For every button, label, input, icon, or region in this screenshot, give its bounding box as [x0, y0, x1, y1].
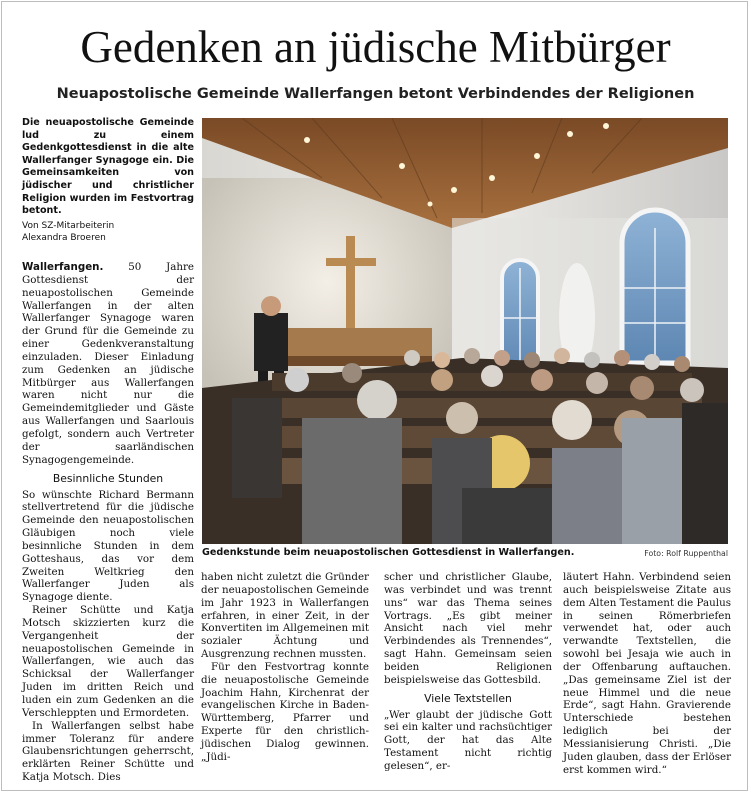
- synagogue-interior-photo: [202, 118, 728, 544]
- column-1: [22, 261, 194, 784]
- body-paragraph: Reiner Schütte und Katja Motsch skizzierten kurz die Vergangenheit der neuapostolischen Gemeinde in Wallerfangen, wie auch das Schicksal der Wallerfanger Juden im dritten Reich und luden ein zum Gedenken an die Verschleppten und Ermordeten.: [22, 604, 194, 719]
- byline: [22, 220, 194, 244]
- headline: Gedenken an jüdische Mitbürger: [80, 22, 671, 72]
- body-paragraph: So wünschte Richard Bermann stellvertretend für die jüdische Gemeinde den neuapostolischen Gläubigen noch viele besinnliche Stunden in dem Gotteshaus, das vor dem Zweiten Weltkrieg den Wallerfanger Juden als Synagoge diente.: [22, 488, 194, 604]
- column-4: [563, 571, 731, 777]
- body-paragraph: In Wallerfangen selbst habe immer Toleranz für andere Glaubensrichtungen geherrscht, erklärten Reiner Schütte und Katja Motsch. Dies: [22, 719, 194, 784]
- column-3: [384, 571, 552, 773]
- body-paragraph: Für den Festvortrag konnte die neuapostolische Gemeinde Joachim Hahn, Kirchenrat der evangelischen Kirche in Baden-Württemberg, Pfarrer und Experte für den christlich-jüdischen Dialog gewinnen. „Jüdi-: [201, 660, 369, 763]
- column-2: [201, 571, 369, 764]
- subheading-besinnliche-stunden: Besinnliche Stunden: [52, 471, 164, 485]
- body-paragraph: [22, 261, 194, 467]
- byline-author: Alexandra Broeren: [22, 233, 106, 243]
- body-paragraph: „Wer glaubt der jüdische Gott sei ein kalter und rachsüchtiger Gott, der hat das Alte Testament nicht richtig gelesen“, er-: [384, 708, 552, 772]
- byline-role: Von SZ-Mitarbeiterin: [22, 221, 115, 231]
- subheading-viele-textstellen: Viele Textstellen: [424, 691, 512, 705]
- article-photo: [202, 118, 728, 544]
- photo-credit: Foto: Rolf Ruppenthal: [644, 549, 728, 558]
- photo-caption: Gedenkstunde beim neuapostolischen Gottesdienst in Wallerfangen.: [202, 547, 575, 558]
- body-paragraph: haben nicht zuletzt die Gründer der neuapostolischen Gemeinde im Jahr 1923 in Wallerfangen erfahren, in einer Zeit, in der Konvertiten im Allgemeinen mit sozialer Ächtung und Ausgrenzung rechnen mussten.: [201, 571, 369, 661]
- dateline: Wallerfangen.: [22, 261, 104, 273]
- lead-paragraph: Die neuapostolische Gemeinde lud zu einem Gedenkgottesdienst in die alte Wallerfanger Synagoge ein. Die Gemeinsamkeiten von jüdischer und christlicher Religion wurden im Festvortrag betont.: [22, 117, 194, 217]
- body-paragraph: scher und christlicher Glaube, was verbindet und was trennt uns“ war das Thema seines Vortrags. „Es gibt meiner Ansicht nach viel mehr Verbindendes als Trennendes“, sagt Hahn. Gemeinsam seien beiden Religionen beispielsweise das Gottesbild.: [384, 571, 552, 686]
- paragraph-text: 50 Jahre Gottesdienst der neuapostolischen Gemeinde Wallerfangen in der alten Wallerfanger Synagoge waren der Grund für die Gemeinde zu einer Gedenkveranstaltung einzuladen. Dieser Einladung zum Gedenken an jüdische Mitbürger aus Wallerfangen waren nicht nur die Gemeindemitglieder und Gäste aus Wallerfangen und Saarlouis gefolgt, sondern auch Vertreter der saarländischen Synagogengemeinde.: [22, 261, 194, 466]
- subheadline: Neuapostolische Gemeinde Wallerfangen betont Verbindendes der Religionen: [56, 86, 695, 102]
- body-paragraph: läutert Hahn. Verbindend seien auch beispielsweise Zitate aus dem Alten Testament die Paulus in seinen Römerbriefen verwendet hat, oder auch verwandte Textstellen, die sowohl bei Jesaja wie auch in der Offenbarung auftauchen. „Das gemeinsame Ziel ist der neue Himmel und die neue Erde“, sagt Hahn. Gravierende Unterschiede bestehen lediglich bei der Messianisierung Christi. „Die Juden glauben, dass der Erlöser erst kommen wird.“: [563, 571, 731, 776]
